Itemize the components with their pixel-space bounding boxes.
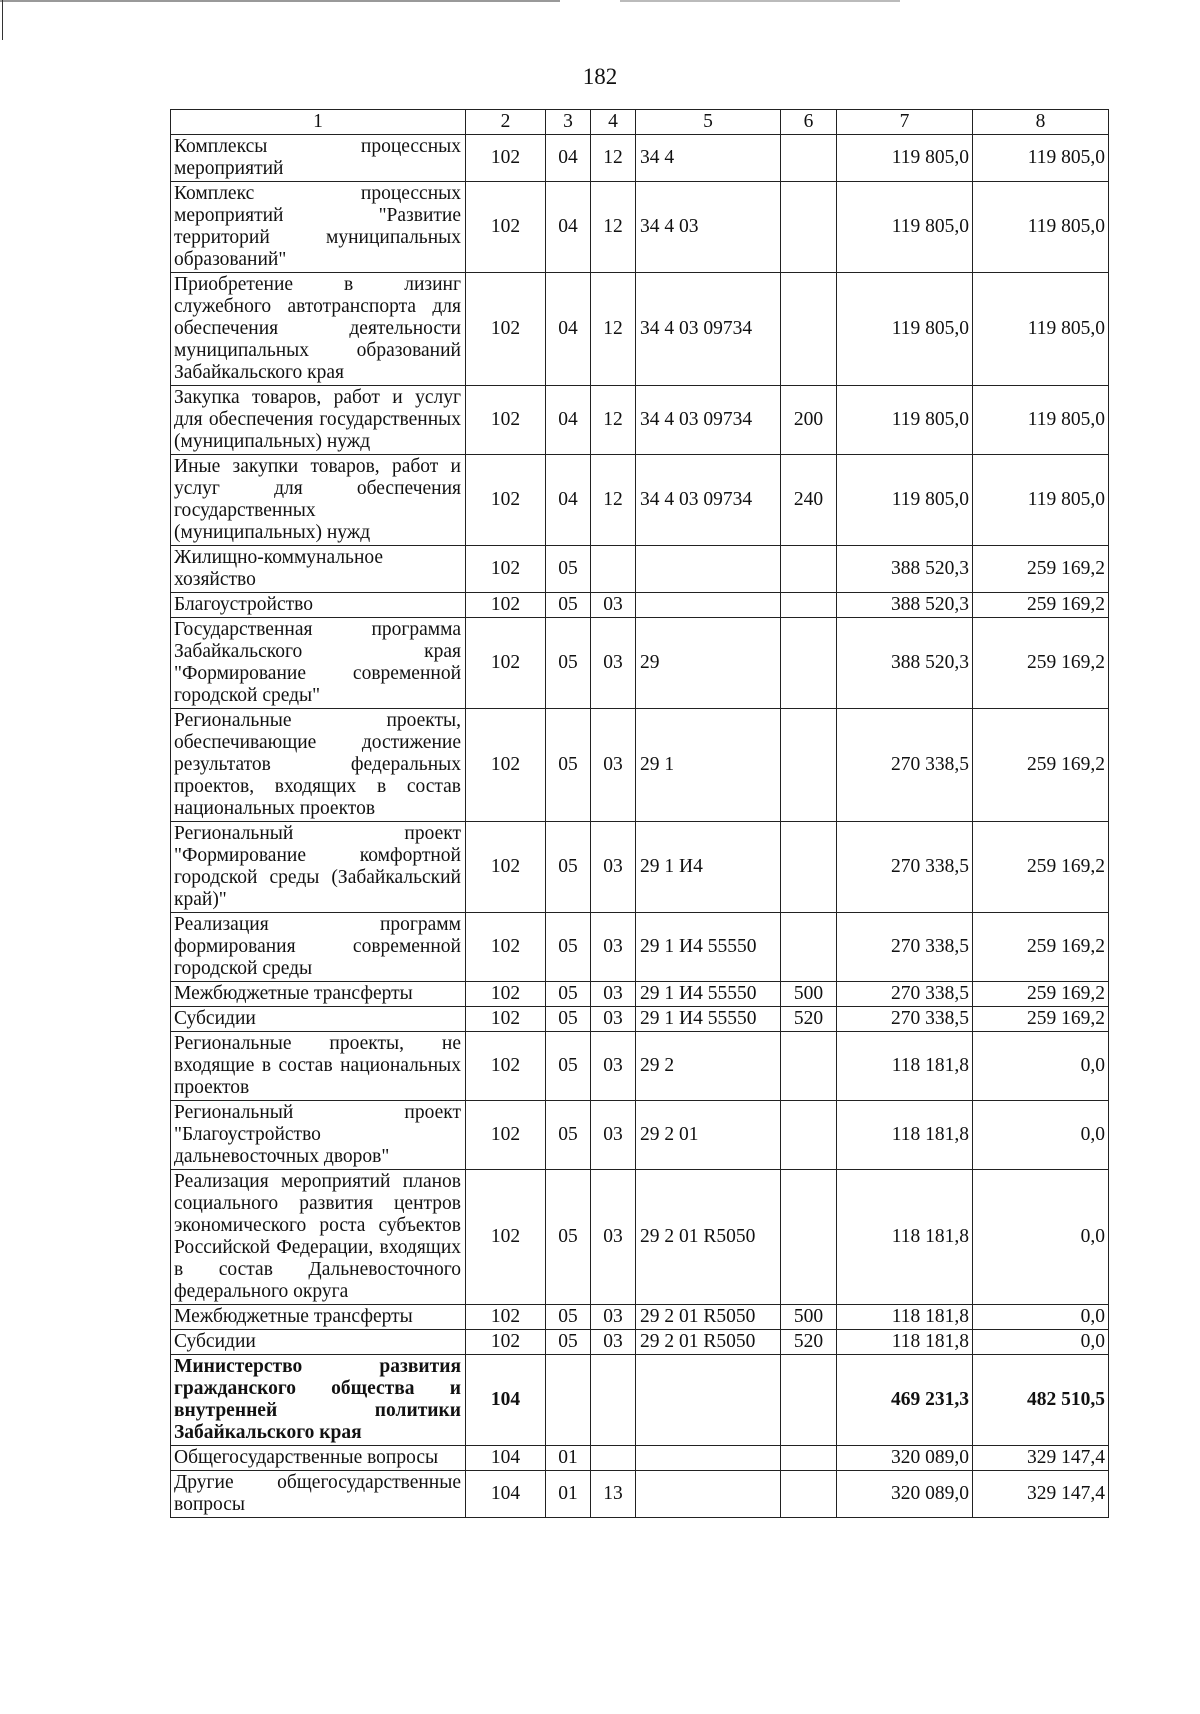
row-col8-cell: 259 169,2 bbox=[973, 913, 1109, 982]
header-col-2: 2 bbox=[466, 110, 546, 135]
row-col8-cell: 259 169,2 bbox=[973, 618, 1109, 709]
header-col-1: 1 bbox=[171, 110, 466, 135]
row-col6-cell bbox=[781, 1446, 837, 1471]
row-col6-cell bbox=[781, 822, 837, 913]
row-col5-cell: 29 bbox=[636, 618, 781, 709]
row-col5-cell: 29 1 И4 bbox=[636, 822, 781, 913]
row-col8-cell: 119 805,0 bbox=[973, 386, 1109, 455]
row-col2-cell: 104 bbox=[466, 1446, 546, 1471]
header-col-8: 8 bbox=[973, 110, 1109, 135]
row-col4-cell: 03 bbox=[591, 982, 636, 1007]
header-col-4: 4 bbox=[591, 110, 636, 135]
row-col6-cell bbox=[781, 135, 837, 182]
row-col7-cell: 118 181,8 bbox=[837, 1305, 973, 1330]
row-col2-cell: 102 bbox=[466, 182, 546, 273]
row-col5-cell: 29 1 И4 55550 bbox=[636, 982, 781, 1007]
row-name-cell: Региональные проекты, обеспечивающие достижение результатов федеральных проектов, входящих в состав национальных проектов bbox=[171, 709, 466, 822]
row-col5-cell: 34 4 03 09734 bbox=[636, 273, 781, 386]
row-col8-cell: 259 169,2 bbox=[973, 982, 1109, 1007]
row-col2-cell: 102 bbox=[466, 1032, 546, 1101]
row-col4-cell: 03 bbox=[591, 1170, 636, 1305]
row-col5-cell: 29 2 bbox=[636, 1032, 781, 1101]
row-col7-cell: 119 805,0 bbox=[837, 455, 973, 546]
row-name-cell: Министерство развития гражданского общества и внутренней политики Забайкальского края bbox=[171, 1355, 466, 1446]
row-col8-cell: 119 805,0 bbox=[973, 135, 1109, 182]
row-name-cell: Другие общегосударственные вопросы bbox=[171, 1471, 466, 1518]
row-col3-cell: 04 bbox=[546, 182, 591, 273]
row-col3-cell: 04 bbox=[546, 455, 591, 546]
row-col2-cell: 102 bbox=[466, 982, 546, 1007]
row-col4-cell: 03 bbox=[591, 913, 636, 982]
row-col2-cell: 102 bbox=[466, 1101, 546, 1170]
table-row bbox=[171, 1101, 1109, 1170]
row-col4-cell: 13 bbox=[591, 1471, 636, 1518]
row-col8-cell: 259 169,2 bbox=[973, 593, 1109, 618]
row-col6-cell: 520 bbox=[781, 1330, 837, 1355]
row-name-cell: Приобретение в лизинг служебного автотранспорта для обеспечения деятельности муниципальных образований Забайкальского края bbox=[171, 273, 466, 386]
row-name-cell: Региональные проекты, не входящие в состав национальных проектов bbox=[171, 1032, 466, 1101]
row-col7-cell: 118 181,8 bbox=[837, 1170, 973, 1305]
row-col4-cell: 12 bbox=[591, 455, 636, 546]
row-col8-cell: 119 805,0 bbox=[973, 273, 1109, 386]
row-name-cell: Общегосударственные вопросы bbox=[171, 1446, 466, 1471]
row-col5-cell: 29 2 01 bbox=[636, 1101, 781, 1170]
row-col5-cell bbox=[636, 1355, 781, 1446]
row-name-cell: Межбюджетные трансферты bbox=[171, 1305, 466, 1330]
row-name-cell: Субсидии bbox=[171, 1007, 466, 1032]
row-col5-cell: 29 1 И4 55550 bbox=[636, 913, 781, 982]
row-name-cell: Жилищно-коммунальное хозяйство bbox=[171, 546, 466, 593]
header-col-7: 7 bbox=[837, 110, 973, 135]
table-header-row bbox=[171, 110, 1109, 135]
table-body bbox=[171, 135, 1109, 1518]
row-col5-cell: 34 4 03 09734 bbox=[636, 386, 781, 455]
row-col8-cell: 0,0 bbox=[973, 1101, 1109, 1170]
row-name-cell: Иные закупки товаров, работ и услуг для обеспечения государственных (муниципальных) нужд bbox=[171, 455, 466, 546]
row-col8-cell: 0,0 bbox=[973, 1305, 1109, 1330]
row-col6-cell bbox=[781, 709, 837, 822]
row-col2-cell: 102 bbox=[466, 709, 546, 822]
row-col6-cell bbox=[781, 618, 837, 709]
row-col8-cell: 259 169,2 bbox=[973, 822, 1109, 913]
row-name-cell: Комплекс процессных мероприятий "Развитие территорий муниципальных образований" bbox=[171, 182, 466, 273]
table-row bbox=[171, 618, 1109, 709]
row-col2-cell: 102 bbox=[466, 546, 546, 593]
row-col6-cell bbox=[781, 1170, 837, 1305]
table-row bbox=[171, 709, 1109, 822]
row-col6-cell: 500 bbox=[781, 1305, 837, 1330]
row-col4-cell: 03 bbox=[591, 1007, 636, 1032]
row-name-cell: Региональный проект "Формирование комфортной городской среды (Забайкальский край)" bbox=[171, 822, 466, 913]
row-col4-cell: 03 bbox=[591, 618, 636, 709]
row-col8-cell: 259 169,2 bbox=[973, 709, 1109, 822]
row-col6-cell bbox=[781, 593, 837, 618]
row-col8-cell: 329 147,4 bbox=[973, 1471, 1109, 1518]
table-row bbox=[171, 822, 1109, 913]
row-col7-cell: 388 520,3 bbox=[837, 618, 973, 709]
table-row bbox=[171, 1305, 1109, 1330]
row-col3-cell: 04 bbox=[546, 386, 591, 455]
table-row bbox=[171, 182, 1109, 273]
row-col2-cell: 102 bbox=[466, 1007, 546, 1032]
row-col4-cell: 12 bbox=[591, 182, 636, 273]
row-col5-cell: 29 2 01 R5050 bbox=[636, 1305, 781, 1330]
row-col5-cell: 34 4 03 bbox=[636, 182, 781, 273]
row-col2-cell: 104 bbox=[466, 1471, 546, 1518]
table-row bbox=[171, 1170, 1109, 1305]
table-row bbox=[171, 386, 1109, 455]
row-col6-cell bbox=[781, 1101, 837, 1170]
table-row bbox=[171, 982, 1109, 1007]
row-col8-cell: 482 510,5 bbox=[973, 1355, 1109, 1446]
table-row bbox=[171, 546, 1109, 593]
row-col4-cell: 12 bbox=[591, 273, 636, 386]
row-col3-cell bbox=[546, 1355, 591, 1446]
row-col7-cell: 119 805,0 bbox=[837, 182, 973, 273]
row-col4-cell: 12 bbox=[591, 135, 636, 182]
row-col3-cell: 05 bbox=[546, 822, 591, 913]
left-scan-mark bbox=[2, 0, 3, 40]
row-col4-cell: 03 bbox=[591, 593, 636, 618]
row-col3-cell: 05 bbox=[546, 982, 591, 1007]
row-col3-cell: 05 bbox=[546, 1330, 591, 1355]
row-col7-cell: 388 520,3 bbox=[837, 546, 973, 593]
row-col8-cell: 329 147,4 bbox=[973, 1446, 1109, 1471]
row-col8-cell: 259 169,2 bbox=[973, 546, 1109, 593]
row-col7-cell: 270 338,5 bbox=[837, 982, 973, 1007]
page-number: 182 bbox=[582, 64, 618, 89]
row-col4-cell: 03 bbox=[591, 1330, 636, 1355]
row-col5-cell bbox=[636, 546, 781, 593]
row-col7-cell: 119 805,0 bbox=[837, 273, 973, 386]
row-col4-cell: 03 bbox=[591, 709, 636, 822]
row-name-cell: Комплексы процессных мероприятий bbox=[171, 135, 466, 182]
row-col5-cell bbox=[636, 1471, 781, 1518]
row-col5-cell: 29 2 01 R5050 bbox=[636, 1330, 781, 1355]
row-col4-cell: 12 bbox=[591, 386, 636, 455]
row-col4-cell: 03 bbox=[591, 1032, 636, 1101]
row-col2-cell: 102 bbox=[466, 1330, 546, 1355]
table-row bbox=[171, 1446, 1109, 1471]
row-col8-cell: 0,0 bbox=[973, 1032, 1109, 1101]
row-col5-cell: 29 2 01 R5050 bbox=[636, 1170, 781, 1305]
table-row bbox=[171, 1007, 1109, 1032]
header-col-3: 3 bbox=[546, 110, 591, 135]
table-row bbox=[171, 135, 1109, 182]
row-col3-cell: 05 bbox=[546, 1007, 591, 1032]
row-col8-cell: 0,0 bbox=[973, 1330, 1109, 1355]
row-col2-cell: 102 bbox=[466, 135, 546, 182]
row-col4-cell bbox=[591, 1446, 636, 1471]
row-col7-cell: 119 805,0 bbox=[837, 135, 973, 182]
row-col2-cell: 102 bbox=[466, 455, 546, 546]
row-name-cell: Закупка товаров, работ и услуг для обеспечения государственных (муниципальных) нужд bbox=[171, 386, 466, 455]
row-col3-cell: 05 bbox=[546, 546, 591, 593]
row-col8-cell: 0,0 bbox=[973, 1170, 1109, 1305]
row-col4-cell bbox=[591, 546, 636, 593]
row-col6-cell: 520 bbox=[781, 1007, 837, 1032]
table-row bbox=[171, 1032, 1109, 1101]
table-row bbox=[171, 455, 1109, 546]
row-col6-cell bbox=[781, 273, 837, 386]
row-col7-cell: 118 181,8 bbox=[837, 1032, 973, 1101]
row-col8-cell: 119 805,0 bbox=[973, 182, 1109, 273]
row-col6-cell: 200 bbox=[781, 386, 837, 455]
row-col6-cell bbox=[781, 1471, 837, 1518]
row-col7-cell: 320 089,0 bbox=[837, 1446, 973, 1471]
row-col3-cell: 05 bbox=[546, 1305, 591, 1330]
row-col2-cell: 102 bbox=[466, 913, 546, 982]
row-name-cell: Благоустройство bbox=[171, 593, 466, 618]
row-col2-cell: 102 bbox=[466, 1305, 546, 1330]
row-col7-cell: 388 520,3 bbox=[837, 593, 973, 618]
row-col7-cell: 118 181,8 bbox=[837, 1330, 973, 1355]
budget-table bbox=[170, 109, 1109, 1518]
row-name-cell: Субсидии bbox=[171, 1330, 466, 1355]
row-name-cell: Государственная программа Забайкальского края "Формирование современной городской среды" bbox=[171, 618, 466, 709]
row-col6-cell: 240 bbox=[781, 455, 837, 546]
row-col6-cell bbox=[781, 182, 837, 273]
row-col7-cell: 270 338,5 bbox=[837, 709, 973, 822]
table-row bbox=[171, 1330, 1109, 1355]
row-col8-cell: 259 169,2 bbox=[973, 1007, 1109, 1032]
row-col3-cell: 05 bbox=[546, 709, 591, 822]
row-col5-cell: 29 1 И4 55550 bbox=[636, 1007, 781, 1032]
table-row bbox=[171, 593, 1109, 618]
row-name-cell: Реализация мероприятий планов социального развития центров экономического роста субъектов Российской Федерации, входящих в состав Дальневосточного федерального округа bbox=[171, 1170, 466, 1305]
row-col6-cell bbox=[781, 1032, 837, 1101]
row-col2-cell: 102 bbox=[466, 618, 546, 709]
row-col2-cell: 102 bbox=[466, 822, 546, 913]
row-col6-cell bbox=[781, 546, 837, 593]
row-col4-cell bbox=[591, 1355, 636, 1446]
row-col3-cell: 05 bbox=[546, 1101, 591, 1170]
row-col5-cell bbox=[636, 593, 781, 618]
row-col5-cell bbox=[636, 1446, 781, 1471]
row-col3-cell: 04 bbox=[546, 135, 591, 182]
row-col3-cell: 05 bbox=[546, 618, 591, 709]
row-col6-cell: 500 bbox=[781, 982, 837, 1007]
row-col3-cell: 01 bbox=[546, 1446, 591, 1471]
row-col3-cell: 05 bbox=[546, 1032, 591, 1101]
row-col7-cell: 270 338,5 bbox=[837, 822, 973, 913]
row-col4-cell: 03 bbox=[591, 1305, 636, 1330]
row-name-cell: Региональный проект "Благоустройство дальневосточных дворов" bbox=[171, 1101, 466, 1170]
row-col3-cell: 01 bbox=[546, 1471, 591, 1518]
row-col7-cell: 118 181,8 bbox=[837, 1101, 973, 1170]
table-row bbox=[171, 1355, 1109, 1446]
header-col-5: 5 bbox=[636, 110, 781, 135]
table-row bbox=[171, 273, 1109, 386]
top-scan-rule bbox=[0, 0, 1200, 2]
row-col8-cell: 119 805,0 bbox=[973, 455, 1109, 546]
table-row bbox=[171, 1471, 1109, 1518]
row-col3-cell: 05 bbox=[546, 593, 591, 618]
row-col7-cell: 119 805,0 bbox=[837, 386, 973, 455]
row-col6-cell bbox=[781, 913, 837, 982]
row-col7-cell: 270 338,5 bbox=[837, 1007, 973, 1032]
row-col4-cell: 03 bbox=[591, 822, 636, 913]
row-col4-cell: 03 bbox=[591, 1101, 636, 1170]
row-col5-cell: 34 4 03 09734 bbox=[636, 455, 781, 546]
row-name-cell: Межбюджетные трансферты bbox=[171, 982, 466, 1007]
row-col7-cell: 270 338,5 bbox=[837, 913, 973, 982]
table-row bbox=[171, 913, 1109, 982]
row-col2-cell: 102 bbox=[466, 273, 546, 386]
row-col2-cell: 104 bbox=[466, 1355, 546, 1446]
row-name-cell: Реализация программ формирования современной городской среды bbox=[171, 913, 466, 982]
row-col3-cell: 04 bbox=[546, 273, 591, 386]
row-col5-cell: 29 1 bbox=[636, 709, 781, 822]
row-col2-cell: 102 bbox=[466, 386, 546, 455]
row-col2-cell: 102 bbox=[466, 1170, 546, 1305]
row-col2-cell: 102 bbox=[466, 593, 546, 618]
row-col7-cell: 469 231,3 bbox=[837, 1355, 973, 1446]
row-col5-cell: 34 4 bbox=[636, 135, 781, 182]
row-col6-cell bbox=[781, 1355, 837, 1446]
row-col3-cell: 05 bbox=[546, 913, 591, 982]
row-col3-cell: 05 bbox=[546, 1170, 591, 1305]
row-col7-cell: 320 089,0 bbox=[837, 1471, 973, 1518]
header-col-6: 6 bbox=[781, 110, 837, 135]
